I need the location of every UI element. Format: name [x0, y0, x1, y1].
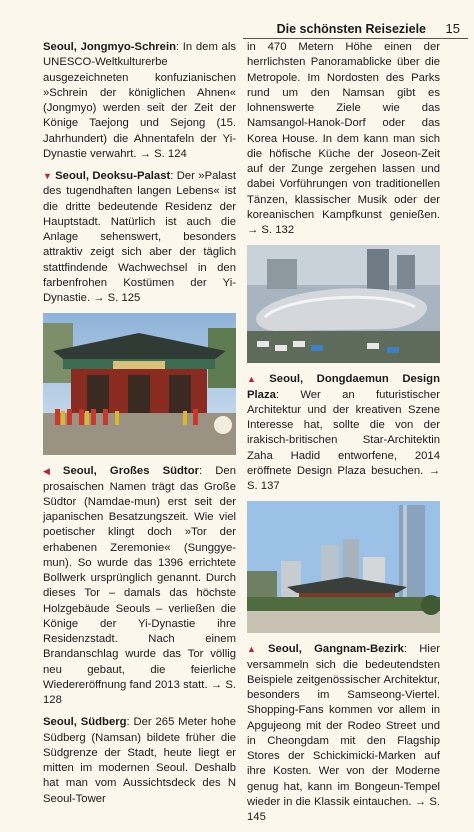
entry-text: : Der »Palast des tugendhaften langen Lebens« ist die dritte bedeutende Residenz der Hauptstadt. Natürlich ist auch die Anlage sehenswert, besonders attraktiv zeigt sich aber der täglich stattfindende Wachwechsel in den farbenfrohen Kostümen der Yi-Dynastie. → S. 125	[43, 170, 236, 304]
page-header	[0, 0, 474, 40]
running-title: Die schönsten Reiseziele	[276, 22, 426, 36]
up-triangle-icon: ▲	[247, 374, 267, 385]
entry-title: Seoul, Deoksu-Palast	[55, 170, 171, 182]
down-triangle-icon: ▼	[43, 171, 53, 181]
photo-dongdaemun-design-plaza	[247, 245, 440, 363]
entry-text: : Der 265 Meter hohe Südberg (Namsan) bildete früher die Südgrenze der Stadt, heute liegt er mitten im modernen Seoul. Deshalb hat man vom Aussichtsdeck des N Seoul-Tower	[43, 716, 236, 805]
entry-title: Seoul, Dongdaemun Design Plaza	[247, 373, 440, 401]
header-rule	[243, 38, 468, 39]
entry-title: Seoul, Jongmyo-Schrein	[43, 41, 176, 53]
entry-deoksu	[43, 169, 236, 306]
entry-text: : Hier versammeln sich die bedeutendsten Beispiele zeitgenössischer Architektur, besonders im Samseong-Viertel. Shopping-Fans kommen vor allem in Apgujeong mit der Rodeo Street und in Cheongdam mit den Flagship Stores der Schickimicki-Marken auf ihre Kosten. Wer von der Moderne genug hat, kann im Bongeun-Tempel wieder in die Klassik eintauchen. → S. 145	[247, 643, 440, 823]
entry-title: Seoul, Großes Südtor	[62, 465, 199, 478]
entry-great-south-gate	[43, 464, 236, 708]
entry-text: : Wer an futuristischer Architektur und der kreativen Szene Interesse hat, sollte die von der irakisch-britischen Star-Architektin Zaha Hadid entworfene, 2014 eröffnete Design Plaza besuchen. → S. 137	[247, 388, 440, 492]
entry-continuation: in 470 Metern Höhe einen der herrlichsten Panoramablicke über die Metropole. Im Nordosten des Parks rund um den Namsan gibt es lohnenswerte Ziele wie das Namsangol-Hanok-Dorf oder das Korea House. In dem kann man sich die höfische Küche der Joseon-Zeit auf der Zunge zergehen lassen und dabei Vorführungen von traditionellen Tänzen, klassischer Musik oder der koreanischen Kampfkunst genießen. → S. 132	[247, 41, 440, 236]
entry-text: : Den prosaischen Namen trägt das Große Südtor (Namdae-mun) erst seit der japanischen Besatzungszeit. Wie viel poetischer klingt doch »Tor der erhabenen Zeremonie« (Sunggye-mun). So wurde das 1396 errichtete Bollwerk ursprünglich genannt. Durch dieses Tor – damals das höchste Holzgebäude Seouls – verließen die Könige der Yi-Dynastie ihre Residenzstadt. Nach einem Brandanschlag wurde das Tor völlig neu gebaut, die feierliche Wiedereröffnung fand 2013 statt. → S. 128	[43, 465, 236, 706]
photo-gangnam	[247, 501, 440, 633]
entry-text: : In dem als UNESCO-Weltkulturerbe ausgezeichneten konfuzianischen »Schrein der königlichen Ahnen« (Jongmyo) werden seit der Zeit der Könige Taejong und Sejong (15. Jahrhundert) die Ahnentafeln der Yi-Dynastie verwahrt. → S. 124	[43, 41, 236, 160]
page-number: 15	[445, 21, 460, 36]
left-column	[43, 40, 236, 814]
entry-gangnam	[247, 642, 440, 825]
photo-deoksu-palace	[43, 313, 236, 455]
right-column	[247, 40, 440, 832]
left-triangle-icon: ◀	[43, 466, 60, 477]
entry-title: Seoul, Gangnam-Bezirk	[268, 643, 404, 656]
entry-jongmyo	[43, 40, 236, 162]
entry-dongdaemun	[247, 372, 440, 494]
entry-south-mountain	[43, 715, 236, 807]
up-triangle-icon: ▲	[247, 644, 265, 655]
entry-title: Seoul, Südberg	[43, 716, 127, 729]
